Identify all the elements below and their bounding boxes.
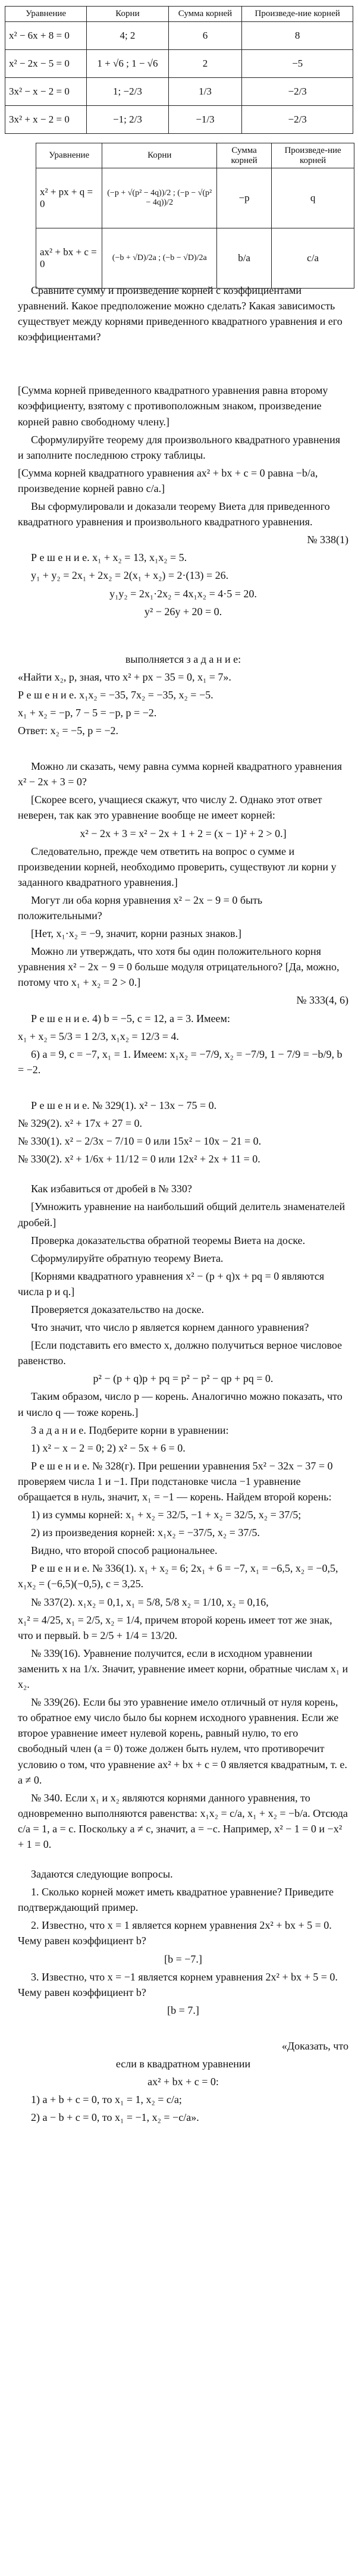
cell-sum: 1/3 xyxy=(168,77,242,105)
cell-roots: 1; −2/3 xyxy=(87,77,168,105)
paragraph: 1) x² − x − 2 = 0; 2) x² − 5x + 6 = 0. xyxy=(31,1441,186,1454)
paragraph: № 339(16). Уравнение получится, если в исходном уравнении заменить x на 1/x. Значит, уравнение имеет корни, обратные числам x₁ и x₂. xyxy=(18,1647,348,1691)
cell-sum: 2 xyxy=(168,49,242,77)
cell-roots: (−p + √(p² − 4q))/2 ; (−p − √(p² − 4q))/2 xyxy=(102,168,217,228)
paragraph: [Умножить уравнение на наибольший общий делитель знаменателей дробей.] xyxy=(18,1201,346,1229)
cell-roots: −1; 2/3 xyxy=(87,105,168,133)
table-row xyxy=(5,105,353,133)
cell-sum: b/a xyxy=(217,228,272,289)
cell-equation: 3x² + x − 2 = 0 xyxy=(5,105,87,133)
header-product: Произведе-ние корней xyxy=(242,7,353,22)
cell-roots: (−b + √D)/2a ; (−b − √D)/2a xyxy=(102,228,217,289)
table-header-row xyxy=(5,7,353,22)
solution-line: Р е ш е н и е. x₁ + x₂ = 13, x₁x₂ = 5. xyxy=(31,551,187,564)
solution-line: x₁ + x₂ = 5/3 = 1 2/3, x₁x₂ = 12/3 = 4. xyxy=(18,1030,179,1042)
answer-line: Ответ: x₂ = −5, p = −2. xyxy=(18,725,118,737)
text-body xyxy=(18,283,348,2127)
paragraph: Что значит, что число p является корнем данного уравнения? xyxy=(31,1321,309,1334)
cell-sum: −1/3 xyxy=(168,105,242,133)
answer-line: [b = 7.] xyxy=(167,2004,199,2016)
paragraph: Сравните сумму и произведение корней с коэффициентами уравнений. Какое предположение можно сделать? Какая зависимость существует между корнями приведенного квадратного уравнения и его коэффициентами? xyxy=(18,284,343,343)
paragraph: [Скорее всего, учащиеся скажут, что числу 2. Однако этот ответ неверен, так как это уравнение вообще не имеет корней: xyxy=(18,794,322,822)
paragraph: [Сумма корней приведенного квадратного уравнения равна второму коэффициенту, взятому с противоположным знаком, произведение корней равно свободному члену.] xyxy=(18,384,328,428)
solution-line: № 330(2). x² + 1/6x + 11/12 = 0 или 12x² + 2x + 11 = 0. xyxy=(18,1153,260,1165)
paragraph: № 339(26). Если бы это уравнение имело отличный от нуля корень, то обратное ему число было бы корнем исходного уравнения. Если же второе уравнение имеет нулевой корень, равный нулю, то его свободный член (a = 0) тоже должен быть нулем, что противоречит условию о том, что уравнение ax² + bx + c = 0 является квадратным, т. е. a ≠ 0. xyxy=(18,1696,347,1786)
paragraph: Сформулируйте обратную теорему Виета. xyxy=(31,1252,224,1264)
solution-line: y₁y₂ = 2x₁·2x₂ = 4x₁x₂ = 4·5 = 20. xyxy=(109,587,257,600)
paragraph: x₁² = 4/25, x₁ = 2/5, x₂ = 1/4, причем второй корень имеет тот же знак, что и первый. b = 2/5 + 1/4 = 13/20. xyxy=(18,1613,332,1641)
paragraph: Сформулируйте теорему для произвольного квадратного уравнения и заполните последнюю строку таблицы. xyxy=(18,433,341,461)
header-equation: Уравнение xyxy=(5,7,87,22)
paragraph: Вы сформулировали и доказали теорему Виета для приведенного квадратного уравнения и произвольного квадратного уравнения. xyxy=(18,500,330,528)
paragraph: Видно, что второй способ рациональнее. xyxy=(31,1544,218,1557)
header-roots: Корни xyxy=(87,7,168,22)
cell-sum: 6 xyxy=(168,21,242,49)
cell-product: 8 xyxy=(242,21,353,49)
solution-line: y² − 26y + 20 = 0. xyxy=(144,605,222,618)
cell-equation: x² − 6x + 8 = 0 xyxy=(5,21,87,49)
paragraph: «Доказать, что xyxy=(281,2039,348,2052)
table-row xyxy=(5,49,353,77)
table-general-formulas xyxy=(36,143,354,289)
paragraph: Задаются следующие вопросы. xyxy=(31,1868,173,1881)
paragraph: [Сумма корней квадратного уравнения ax² + bx + c = 0 равна −b/a, произведение корней равно c/a.] xyxy=(18,466,318,494)
cell-equation: x² + px + q = 0 xyxy=(36,168,102,228)
header-roots: Корни xyxy=(102,143,217,168)
solution-line: Р е ш е н и е. x₁x₂ = −35, 7x₂ = −35, x₂ = −5. xyxy=(18,688,213,701)
formula: x² − 2x + 3 = x² − 2x + 1 + 2 = (x − 1)² + 2 > 0.] xyxy=(80,827,287,839)
cell-product: q xyxy=(272,168,354,228)
paragraph: 2) a − b + c = 0, то x₁ = −1, x₂ = −c/a». xyxy=(31,2111,199,2124)
paragraph: Могут ли оба корня уравнения x² − 2x − 9 = 0 быть положительными? xyxy=(18,894,263,922)
solution-line: Р е ш е н и е. 4) b = −5, c = 12, a = 3. Имеем: xyxy=(31,1012,230,1024)
paragraph: З а д а н и е. Подберите корни в уравнении: xyxy=(31,1424,229,1436)
header-product: Произведе-ние корней xyxy=(272,143,354,168)
cell-product: −2/3 xyxy=(242,77,353,105)
paragraph: Можно ли сказать, чему равна сумма корней квадратного уравнения x² − 2x + 3 = 0? xyxy=(18,760,343,788)
table-roots-examples xyxy=(5,6,353,134)
answer-line: [b = −7.] xyxy=(164,1953,202,1965)
header-sum: Сумма корней xyxy=(217,143,272,168)
solution-line: Р е ш е н и е. № 329(1). x² − 13x − 75 = 0. xyxy=(31,1099,217,1111)
table-row xyxy=(5,77,353,105)
solution-line: 6) a = 9, c = −7, x₁ = 1. Имеем: x₁x₂ = −7/9, x₂ = −7/9, 1 − 7/9 = −b/9, b = −2. xyxy=(18,1048,343,1076)
paragraph: № 340. Если x₁ и x₂ являются корнями данного уравнения, то одновременно выполняются равенства: x₁x₂ = c/a, x₁ + x₂ = −b/a. Отсюда c/a = 1, a = c. Поскольку a ≠ c, значит, a = −c. Например, x² − 1 = 0 и −x² + 1 = 0. xyxy=(18,1791,348,1850)
cell-equation: 3x² − x − 2 = 0 xyxy=(5,77,87,105)
cell-sum: −p xyxy=(217,168,272,228)
header-sum: Сумма корней xyxy=(168,7,242,22)
paragraph: 2. Известно, что x = 1 является корнем уравнения 2x² + bx + 5 = 0. Чему равен коэффициент b? xyxy=(18,1919,332,1947)
paragraph: [Корнями квадратного уравнения x² − (p + q)x + pq = 0 являются числа p и q.] xyxy=(18,1270,325,1298)
paragraph: Можно ли утверждать, что хотя бы один положительного корня уравнения x² − 2x − 9 = 0 больше модуля отрицательного? [Да, можно, потому что x₁ + x₂ = 2 > 0.] xyxy=(18,945,340,989)
cell-equation: ax² + bx + c = 0 xyxy=(36,228,102,289)
paragraph: № 337(2). x₁x₂ = 0,1, x₁ = 5/8, 5/8 x₂ = 1/10, x₂ = 0,16, xyxy=(31,1596,269,1608)
paragraph: Проверяется доказательство на доске. xyxy=(31,1303,205,1315)
solution-line: № 330(1). x² − 2/3x − 7/10 = 0 или 15x² − 10x − 21 = 0. xyxy=(18,1135,262,1148)
formula: p² − (p + q)p + pq = p² − p² − qp + pq = 0. xyxy=(93,1372,274,1385)
cell-product: c/a xyxy=(272,228,354,289)
table-row xyxy=(5,21,353,49)
paragraph: Р е ш е н и е. № 328(г). При решении уравнения 5x² − 32x − 37 = 0 проверяем числа 1 и −1. При подстановке числа −1 уравнение обращается в нуль, значит, x₁ = −1 — корень. Найдем второй корень: xyxy=(18,1459,333,1503)
paragraph: 1) из суммы корней: x₁ + x₂ = 32/5, −1 + x₂ = 32/5, x₂ = 37/5; xyxy=(31,1509,302,1521)
paragraph: 3. Известно, что x = −1 является корнем уравнения 2x² + bx + 5 = 0. Чему равен коэффициент b? xyxy=(18,1970,338,1998)
cell-roots: 4; 2 xyxy=(87,21,168,49)
cell-roots: 1 + √6 ; 1 − √6 xyxy=(87,49,168,77)
paragraph: Как избавиться от дробей в № 330? xyxy=(31,1183,192,1195)
task-heading: выполняется з а д а н и е: xyxy=(125,653,241,665)
paragraph: Р е ш е н и е. № 336(1). x₁ + x₂ = 6; 2x₁ + 6 = −7, x₁ = −6,5, x₂ = −0,5, x₁x₂ = (−6,5)(−0,5), c = 3,25. xyxy=(18,1562,338,1590)
solution-line: x₁ + x₂ = −p, 7 − 5 = −p, p = −2. xyxy=(18,706,157,719)
exercise-number: № 333(4, 6) xyxy=(296,994,348,1007)
paragraph: Таким образом, число p — корень. Аналогично можно показать, что и число q — тоже корень.] xyxy=(18,1390,343,1418)
solution-line: y₁ + y₂ = 2x₁ + 2x₂ = 2(x₁ + x₂) = 2·(13) = 26. xyxy=(31,569,229,582)
paragraph: 1. Сколько корней может иметь квадратное уравнение? Приведите подтверждающий пример. xyxy=(18,1886,334,1914)
task-line: «Найти x₂, p, зная, что x² + px − 35 = 0, x₁ = 7». xyxy=(18,670,231,683)
cell-equation: x² − 2x − 5 = 0 xyxy=(5,49,87,77)
paragraph: Проверка доказательства обратной теоремы Виета на доске. xyxy=(31,1234,306,1246)
paragraph: Следовательно, прежде чем ответить на вопрос о сумме и произведении корней, необходимо проверить, существуют ли корни у заданного квадратного уравнения.] xyxy=(18,845,337,888)
cell-product: −2/3 xyxy=(242,105,353,133)
paragraph: если в квадратном уравнении xyxy=(115,2058,251,2070)
paragraph: [Нет, x₁·x₂ = −9, значит, корни разных знаков.] xyxy=(31,927,242,940)
header-equation: Уравнение xyxy=(36,143,102,168)
cell-product: −5 xyxy=(242,49,353,77)
exercise-number: № 338(1) xyxy=(307,534,348,546)
paragraph: 1) a + b + c = 0, то x₁ = 1, x₂ = c/a; xyxy=(31,2094,182,2106)
table-row xyxy=(36,168,354,228)
table-header-row xyxy=(36,143,354,168)
table-row xyxy=(36,228,354,289)
solution-line: № 329(2). x² + 17x + 27 = 0. xyxy=(18,1117,143,1130)
paragraph: [Если подставить его вместо x, должно получиться верное числовое равенство. xyxy=(18,1339,343,1367)
paragraph: 2) из произведения корней: x₁x₂ = −37/5, x₂ = 37/5. xyxy=(31,1527,260,1539)
formula: ax² + bx + c = 0: xyxy=(147,2076,219,2088)
